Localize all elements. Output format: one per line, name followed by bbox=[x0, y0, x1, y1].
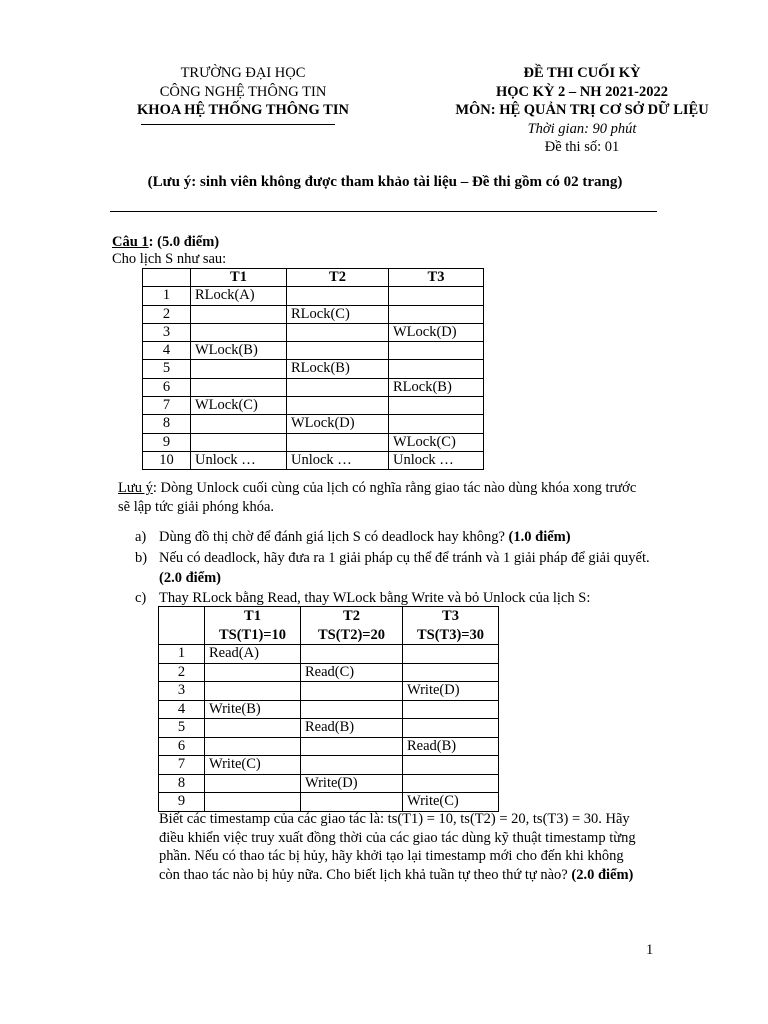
item-a-label: a) bbox=[135, 529, 147, 545]
table-cell: WLock(C) bbox=[191, 397, 287, 415]
table-cell: Read(B) bbox=[403, 737, 499, 756]
item-c-paragraph bbox=[159, 810, 659, 884]
table-header-cell: T1 bbox=[191, 269, 287, 287]
table-cell: RLock(C) bbox=[287, 305, 389, 323]
row-index-cell: 5 bbox=[159, 719, 205, 738]
page-number: 1 bbox=[646, 942, 654, 958]
header-underline bbox=[141, 124, 335, 125]
table-cell bbox=[301, 645, 403, 664]
row-index-cell: 8 bbox=[159, 774, 205, 793]
table-cell: Unlock … bbox=[287, 451, 389, 469]
table-cell bbox=[301, 700, 403, 719]
table-row bbox=[143, 397, 484, 415]
item-b-points: (2.0 điểm) bbox=[159, 570, 222, 586]
row-index-cell: 8 bbox=[143, 415, 191, 433]
table-row bbox=[143, 305, 484, 323]
school-name-line2: CÔNG NGHỆ THÔNG TIN bbox=[159, 83, 327, 100]
row-index-cell: 10 bbox=[143, 451, 191, 469]
table-cell bbox=[287, 378, 389, 396]
table-row bbox=[143, 342, 484, 360]
table-cell: WLock(B) bbox=[191, 342, 287, 360]
table-row bbox=[143, 323, 484, 341]
table-cell bbox=[389, 360, 484, 378]
table-row bbox=[143, 360, 484, 378]
item-b-text: Nếu có deadlock, hãy đưa ra 1 giải pháp cụ thể để tránh và 1 giải pháp để giải quyết. bbox=[159, 550, 650, 566]
exam-note: (Lưu ý: sinh viên không được tham khảo tài liệu – Đề thi gồm có 02 trang) bbox=[147, 174, 623, 190]
table-cell bbox=[389, 342, 484, 360]
exam-subject: MÔN: HỆ QUẢN TRỊ CƠ SỞ DỮ LIỆU bbox=[455, 102, 709, 118]
exam-semester: HỌC KỲ 2 – NH 2021-2022 bbox=[496, 83, 668, 100]
row-index-cell: 4 bbox=[143, 342, 191, 360]
table-cell bbox=[389, 397, 484, 415]
table-cell: RLock(B) bbox=[389, 378, 484, 396]
table-header-cell: T1 bbox=[205, 607, 301, 626]
table-row bbox=[143, 378, 484, 396]
table-cell: Write(D) bbox=[301, 774, 403, 793]
row-index-cell: 1 bbox=[159, 645, 205, 664]
table-cell bbox=[191, 305, 287, 323]
row-index-cell: 4 bbox=[159, 700, 205, 719]
table-header-cell bbox=[143, 269, 191, 287]
table-cell: Unlock … bbox=[389, 451, 484, 469]
table-cell: Read(B) bbox=[301, 719, 403, 738]
table-row bbox=[159, 756, 499, 775]
schedule-timestamp-table bbox=[158, 606, 499, 812]
row-index-cell: 3 bbox=[143, 323, 191, 341]
table-header-cell: TS(T2)=20 bbox=[301, 626, 403, 645]
row-index-cell: 2 bbox=[159, 663, 205, 682]
table-header-cell bbox=[159, 607, 205, 626]
table-cell: Write(C) bbox=[205, 756, 301, 775]
school-name-line1: TRƯỜNG ĐẠI HỌC bbox=[180, 65, 306, 81]
item-b-label: b) bbox=[135, 550, 148, 566]
table-cell bbox=[205, 719, 301, 738]
item-a-points: (1.0 điểm) bbox=[508, 529, 571, 545]
exam-title: ĐỀ THI CUỐI KỲ bbox=[523, 65, 641, 81]
table-cell bbox=[205, 682, 301, 701]
item-c-para-line: phần. Nếu có thao tác bị hủy, hãy khởi tạo lại timestamp mới cho đến khi không bbox=[159, 848, 624, 864]
table-header-cell: T3 bbox=[389, 269, 484, 287]
table-row bbox=[143, 415, 484, 433]
table-row bbox=[159, 737, 499, 756]
row-index-cell: 7 bbox=[143, 397, 191, 415]
table-cell bbox=[205, 663, 301, 682]
lock-note bbox=[118, 479, 663, 498]
question-1-points: : (5.0 điểm) bbox=[148, 234, 220, 250]
table-cell bbox=[301, 793, 403, 812]
table-row bbox=[159, 719, 499, 738]
table-cell bbox=[301, 756, 403, 775]
row-index-cell: 9 bbox=[143, 433, 191, 451]
item-c-para-text: còn thao tác nào bị hủy nữa. Cho biết lịch khả tuần tự theo thứ tự nào? bbox=[159, 866, 568, 883]
table-header-cell: T2 bbox=[287, 269, 389, 287]
table-cell bbox=[403, 663, 499, 682]
table-cell bbox=[191, 360, 287, 378]
table-header-cell bbox=[159, 626, 205, 645]
school-header bbox=[112, 64, 374, 120]
table-cell bbox=[287, 397, 389, 415]
lock-note-text: : Dòng Unlock cuối cùng của lịch có nghĩa rằng giao tác nào dùng khóa xong trước bbox=[152, 480, 637, 496]
table-row bbox=[143, 451, 484, 469]
item-c-para-line: điều khiển việc truy xuất đồng thời của các giao tác dùng kỹ thuật timestamp từng bbox=[159, 829, 636, 846]
table-cell: Read(C) bbox=[301, 663, 403, 682]
table-cell bbox=[403, 700, 499, 719]
table-cell: Read(A) bbox=[205, 645, 301, 664]
schedule-lock-table bbox=[142, 268, 484, 470]
table-cell: Write(B) bbox=[205, 700, 301, 719]
table-row bbox=[159, 682, 499, 701]
table-cell: Unlock … bbox=[191, 451, 287, 469]
row-index-cell: 1 bbox=[143, 287, 191, 305]
exam-code: Đề thi số: 01 bbox=[544, 139, 620, 155]
table-cell: RLock(A) bbox=[191, 287, 287, 305]
table-cell: WLock(C) bbox=[389, 433, 484, 451]
table-cell bbox=[205, 774, 301, 793]
table-cell: Write(D) bbox=[403, 682, 499, 701]
lock-note-label: Lưu ý bbox=[118, 480, 153, 496]
item-c-label: c) bbox=[135, 590, 147, 606]
row-index-cell: 7 bbox=[159, 756, 205, 775]
exam-duration: Thời gian: 90 phút bbox=[527, 120, 637, 137]
exam-header bbox=[440, 64, 724, 157]
divider bbox=[110, 211, 657, 212]
row-index-cell: 9 bbox=[159, 793, 205, 812]
row-index-cell: 2 bbox=[143, 305, 191, 323]
table-cell: Write(C) bbox=[403, 793, 499, 812]
table-cell bbox=[191, 378, 287, 396]
table-header-cell: TS(T3)=30 bbox=[403, 626, 499, 645]
table-cell bbox=[191, 433, 287, 451]
item-a-text: Dùng đồ thị chờ để đánh giá lịch S có deadlock hay không? bbox=[159, 529, 505, 545]
table-cell bbox=[389, 287, 484, 305]
table-row bbox=[159, 774, 499, 793]
table-header-row bbox=[159, 607, 499, 626]
table-cell bbox=[301, 682, 403, 701]
table-row bbox=[159, 645, 499, 664]
table-cell bbox=[403, 719, 499, 738]
table-cell bbox=[403, 756, 499, 775]
item-c-text: Thay RLock bằng Read, thay WLock bằng Write và bỏ Unlock của lịch S: bbox=[159, 590, 591, 606]
table-cell bbox=[301, 737, 403, 756]
question-1-label: Câu 1 bbox=[112, 234, 149, 250]
row-index-cell: 3 bbox=[159, 682, 205, 701]
table-cell bbox=[287, 323, 389, 341]
table-cell: RLock(B) bbox=[287, 360, 389, 378]
table-header-row bbox=[159, 626, 499, 645]
row-index-cell: 6 bbox=[143, 378, 191, 396]
item-c-para-line: Biết các timestamp của các giao tác là: ts(T1) = 10, ts(T2) = 20, ts(T3) = 30. Hãy bbox=[159, 811, 630, 827]
table-cell bbox=[403, 774, 499, 793]
faculty-name: KHOA HỆ THỐNG THÔNG TIN bbox=[137, 102, 349, 118]
table-cell bbox=[191, 323, 287, 341]
table-row bbox=[143, 287, 484, 305]
table-cell bbox=[205, 737, 301, 756]
table-cell: WLock(D) bbox=[389, 323, 484, 341]
table-cell bbox=[389, 305, 484, 323]
table-row bbox=[159, 793, 499, 812]
item-c-para-line bbox=[159, 866, 659, 885]
row-index-cell: 5 bbox=[143, 360, 191, 378]
row-index-cell: 6 bbox=[159, 737, 205, 756]
table-row bbox=[143, 433, 484, 451]
table-header-cell: T3 bbox=[403, 607, 499, 626]
table-row bbox=[159, 663, 499, 682]
table-cell bbox=[287, 342, 389, 360]
table-header-cell: TS(T1)=10 bbox=[205, 626, 301, 645]
table-header-cell: T2 bbox=[301, 607, 403, 626]
table-header-row bbox=[143, 269, 484, 287]
item-a bbox=[159, 528, 571, 547]
table-cell bbox=[205, 793, 301, 812]
table-cell: WLock(D) bbox=[287, 415, 389, 433]
item-c-points: (2.0 điểm) bbox=[571, 866, 634, 883]
table-cell bbox=[287, 433, 389, 451]
table-cell bbox=[191, 415, 287, 433]
table-cell bbox=[389, 415, 484, 433]
table-row bbox=[159, 700, 499, 719]
table-cell bbox=[403, 645, 499, 664]
lock-note-continued: sẽ lập tức giải phóng khóa. bbox=[118, 499, 275, 515]
question-1-intro: Cho lịch S như sau: bbox=[112, 251, 227, 267]
table-cell bbox=[287, 287, 389, 305]
